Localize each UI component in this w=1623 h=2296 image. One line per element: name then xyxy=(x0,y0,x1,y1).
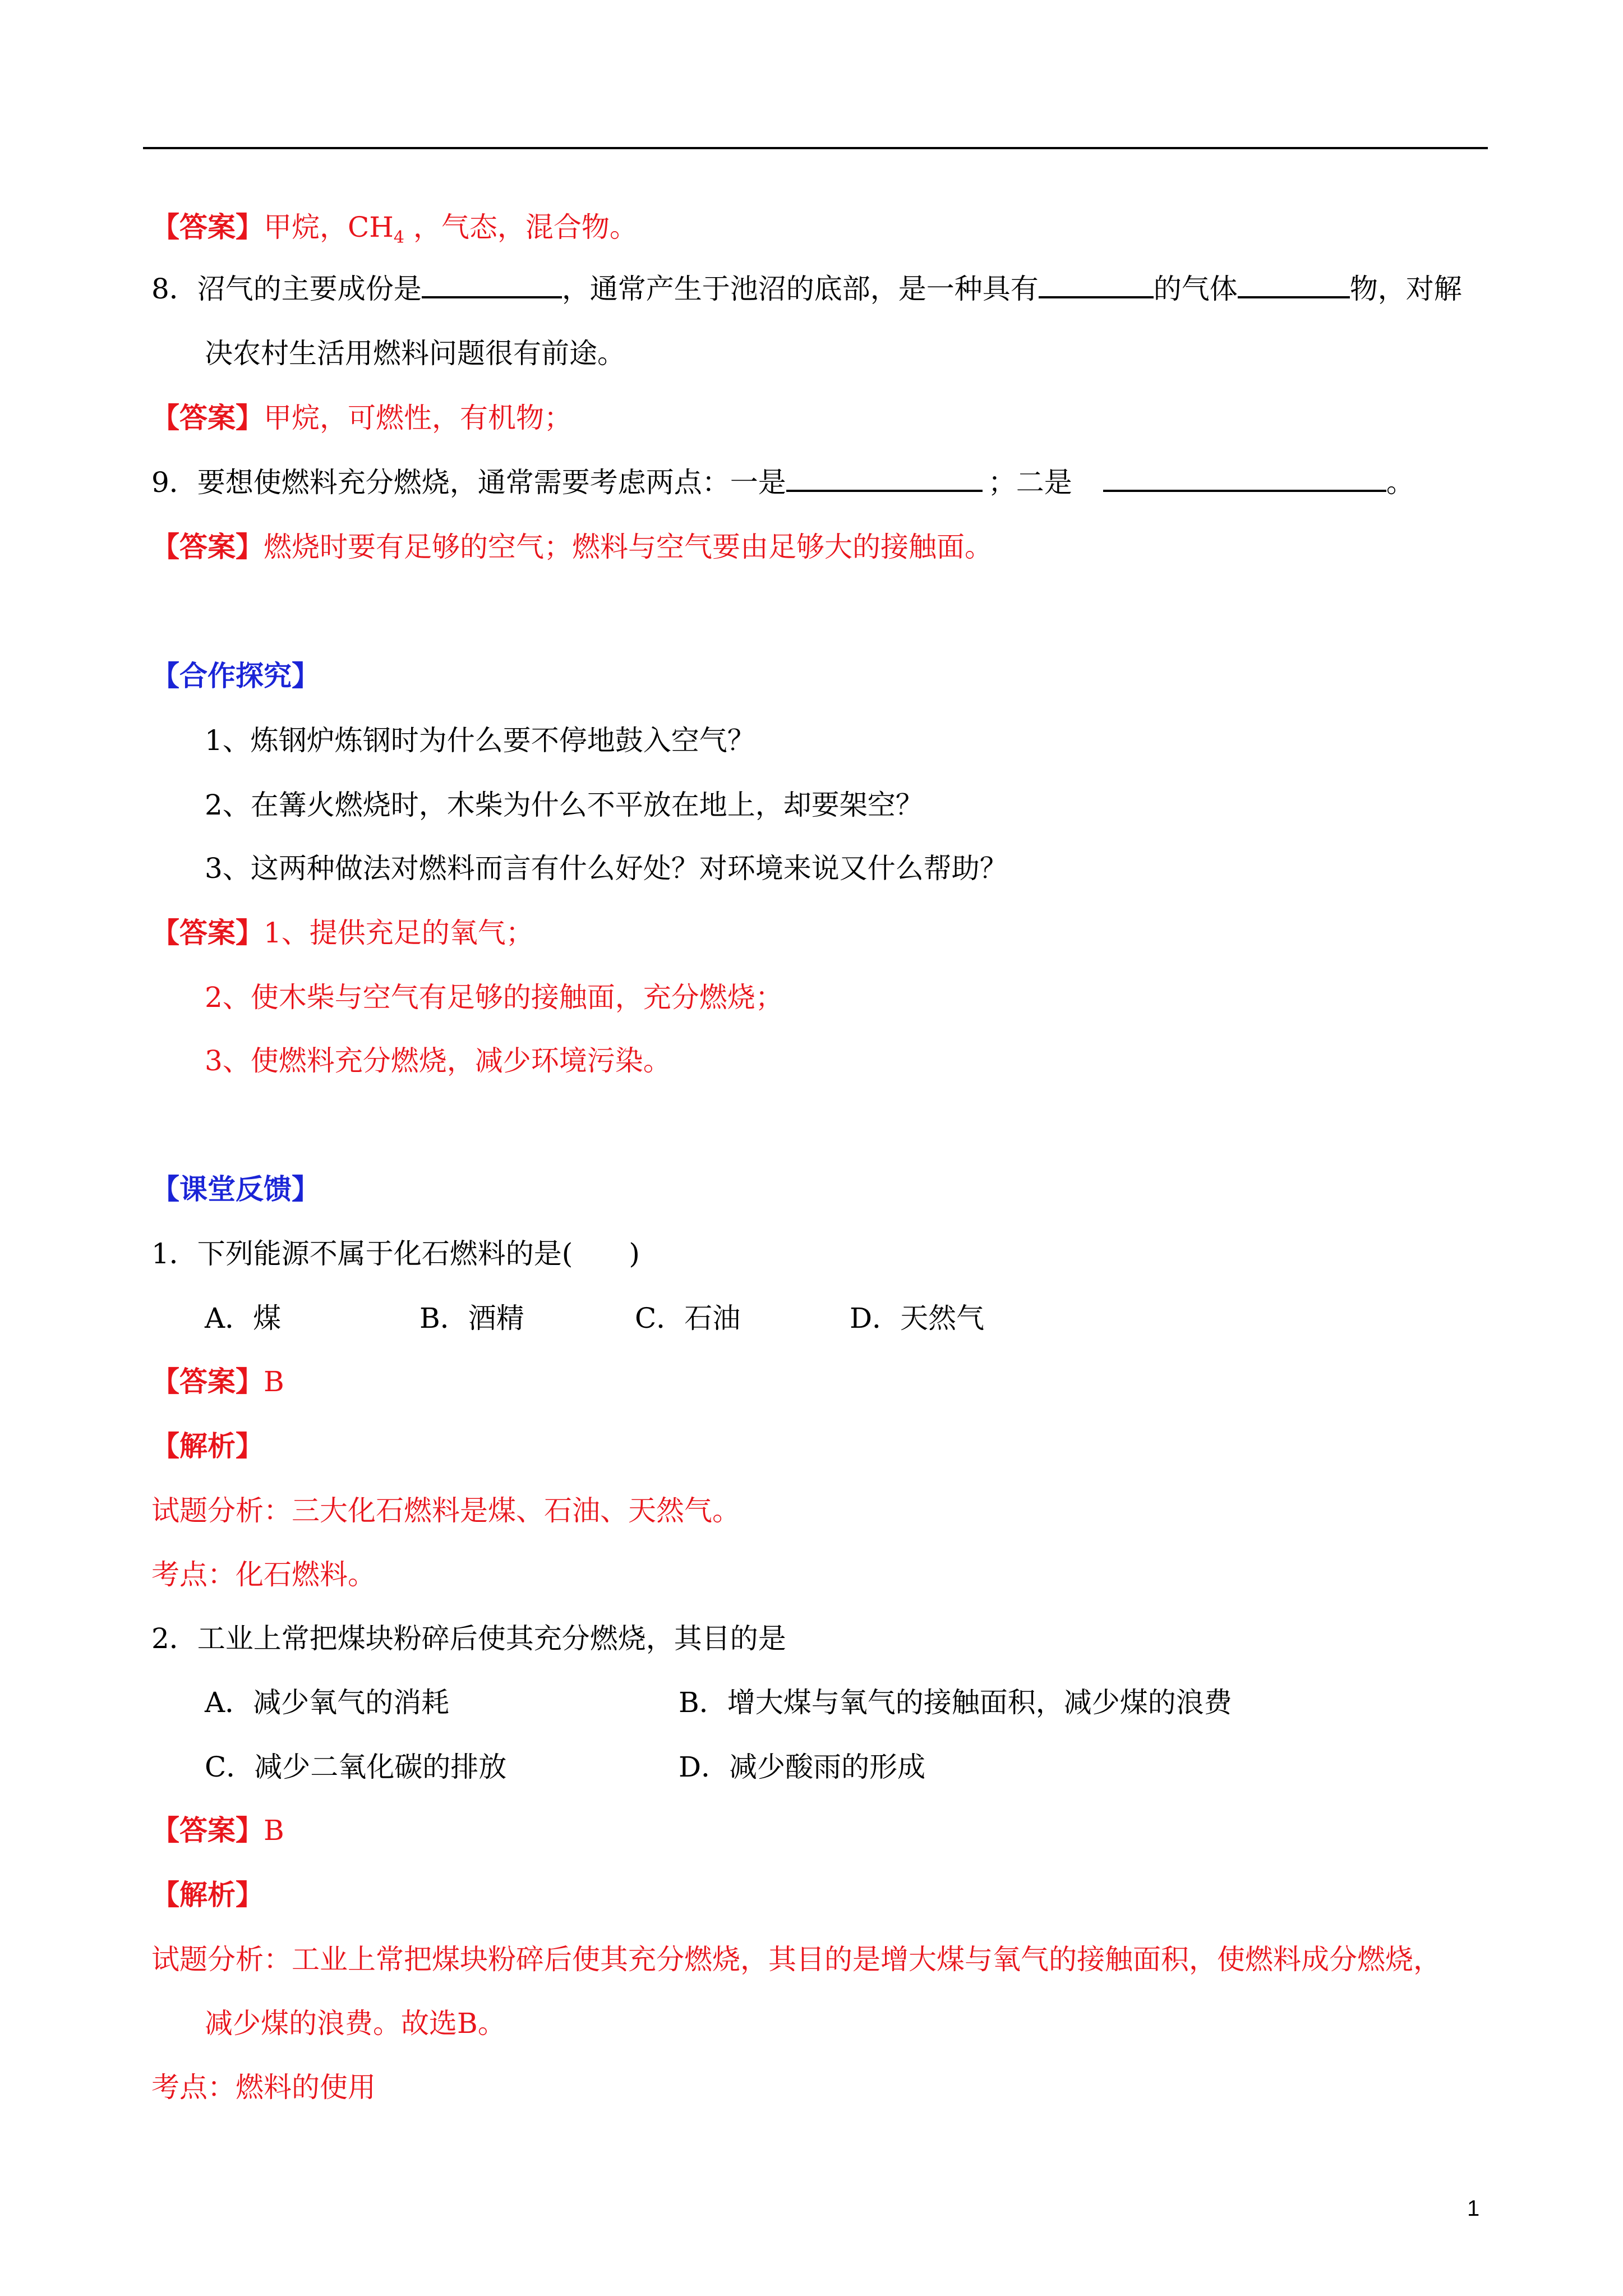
question-8: 8．沼气的主要成份是 ，通常产生于池沼的底部，是一种具有 的气体 物，对解 xyxy=(151,269,1462,309)
section-title-coop: 【合作探究】 xyxy=(151,659,320,692)
q7-answer: 【答案】甲烷，$CH_4$ ，气态，混合物。 xyxy=(151,210,638,247)
fill-blank[interactable] xyxy=(1238,269,1350,298)
q2-analysis-tag: 【解析】 xyxy=(151,1878,264,1911)
coop-answer-2: 2、使木柴与空气有足够的接触面，充分燃烧； xyxy=(205,981,783,1014)
q1-option-c: C．石油 xyxy=(635,1302,741,1335)
q1-option-d: D．天然气 xyxy=(850,1302,985,1335)
q1-analysis: 试题分析：三大化石燃料是煤、石油、天然气。 xyxy=(151,1494,740,1527)
q2-option-a: A．减少氧气的消耗 xyxy=(205,1686,450,1719)
q2-option-c: C．减少二氧化碳的排放 xyxy=(205,1751,507,1783)
feedback-question-1: 1．下列能源不属于化石燃料的是( ) xyxy=(151,1237,640,1270)
fill-blank[interactable] xyxy=(1103,463,1386,492)
q1-option-a: A．煤 xyxy=(205,1302,282,1335)
q1-option-b: B．酒精 xyxy=(419,1302,524,1335)
question-9: 9．要想使燃料充分燃烧，通常需要考虑两点：一是 ；二是 。 xyxy=(151,463,1414,502)
coop-question-1: 1、炼钢炉炼钢时为什么要不停地鼓入空气？ xyxy=(205,724,755,757)
coop-question-3: 3、这两种做法对燃料而言有什么好处？对环境来说又什么帮助？ xyxy=(205,852,1008,885)
question-8-cont: 决农村生活用燃料问题很有前途。 xyxy=(205,337,625,370)
header-rule xyxy=(143,147,1488,149)
feedback-question-2: 2．工业上常把煤块粉碎后使其充分燃烧，其目的是 xyxy=(151,1622,786,1655)
answer-tag: 【答案】 xyxy=(151,210,264,243)
section-title-feedback: 【课堂反馈】 xyxy=(151,1172,320,1205)
coop-answer-3: 3、使燃料充分燃烧，减少环境污染。 xyxy=(205,1045,671,1077)
coop-answer-1: 【答案】1、提供充足的氧气； xyxy=(151,916,534,949)
q2-analysis-2: 减少煤的浪费。故选B。 xyxy=(205,2007,506,2040)
q2-option-b: B．增大煤与氧气的接触面积，减少煤的浪费 xyxy=(679,1686,1232,1719)
fill-blank[interactable] xyxy=(1039,269,1154,298)
q2-option-d: D．减少酸雨的形成 xyxy=(679,1751,926,1783)
q9-answer: 【答案】燃烧时要有足够的空气；燃料与空气要由足够大的接触面。 xyxy=(151,530,993,563)
coop-question-2: 2、在篝火燃烧时，木柴为什么不平放在地上，却要架空？ xyxy=(205,789,924,821)
fill-blank[interactable] xyxy=(786,463,983,492)
q2-answer: 【答案】B xyxy=(151,1814,284,1847)
q8-answer: 【答案】甲烷，可燃性，有机物； xyxy=(151,401,572,434)
q1-answer: 【答案】B xyxy=(151,1365,284,1398)
q2-point: 考点：燃料的使用 xyxy=(151,2071,376,2104)
q1-point: 考点：化石燃料。 xyxy=(151,1558,376,1591)
fill-blank[interactable] xyxy=(422,269,562,298)
page-number: 1 xyxy=(1467,2196,1480,2221)
q2-analysis-1: 试题分析：工业上常把煤块粉碎后使其充分燃烧，其目的是增大煤与氧气的接触面积，使燃料成分燃烧， xyxy=(151,1943,1441,1976)
q1-analysis-tag: 【解析】 xyxy=(151,1429,264,1462)
